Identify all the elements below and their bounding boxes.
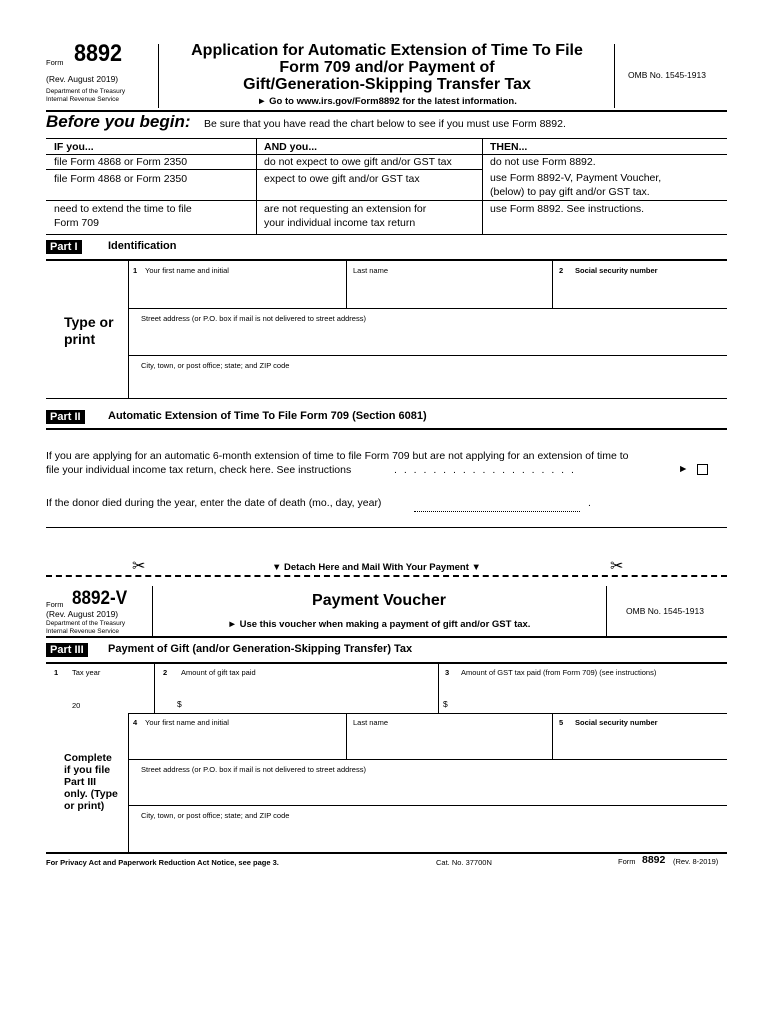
voucher-ssn-field[interactable] <box>553 714 727 758</box>
gst-tax-paid-field[interactable] <box>439 663 727 713</box>
tax-year-field[interactable] <box>46 663 154 713</box>
voucher-department-name: Department of the Treasury <box>46 620 126 627</box>
field-5-number: 5 <box>559 718 564 727</box>
revision-date: (Rev. August 2019) <box>46 74 119 84</box>
chart-bottom-rule <box>46 234 727 235</box>
footer-revision: (Rev. 8-2019) <box>673 857 719 866</box>
part-iii-label: Part III <box>46 643 88 657</box>
first-name-field[interactable] <box>129 261 345 308</box>
form-word: Form <box>46 58 64 67</box>
part-ii-title: Automatic Extension of Time To File Form 709 (Section 6081) <box>108 410 427 422</box>
form-number: 8892 <box>74 40 123 67</box>
part-iii-title: Payment of Gift (and/or Generation-Skipping Transfer) Tax <box>108 643 413 655</box>
part-ii-label: Part II <box>46 410 85 424</box>
chart-col-divider-1 <box>256 138 257 234</box>
header-divider-left <box>158 44 159 108</box>
privacy-act-notice: For Privacy Act and Paperwork Reduction Act Notice, see page 3. <box>46 858 279 867</box>
identification-bottom-rule <box>46 398 727 399</box>
gift-tax-dollar-sign: $ <box>177 699 182 709</box>
ssn-label: Social security number <box>575 266 658 275</box>
last-name-label: Last name <box>353 266 389 275</box>
donor-death-period: . <box>588 497 591 509</box>
arrow-icon: ► <box>678 463 689 475</box>
field-3-number: 3 <box>445 668 450 677</box>
detach-instruction: ▼ Detach Here and Mail With Your Payment ▼ <box>272 562 481 573</box>
voucher-divider-right <box>606 586 607 636</box>
title-line-3: Gift/Generation-Skipping Transfer Tax <box>243 76 531 93</box>
gift-tax-paid-label: Amount of gift tax paid <box>181 668 256 677</box>
chart-row1-if: file Form 4868 or Form 2350 <box>54 156 188 168</box>
part-ii-bottom-rule <box>46 527 727 528</box>
chart-row1-rule <box>46 169 482 170</box>
street-address-field[interactable] <box>129 309 727 355</box>
voucher-form-word: Form <box>46 600 64 609</box>
website-text: Go to www.irs.gov/Form8892 for the latest information. <box>269 96 517 107</box>
field-1-number: 1 <box>133 266 138 275</box>
chart-col-divider-2 <box>482 138 483 234</box>
extension-text-line1: If you are applying for an automatic 6-month extension of time to file Form 709 but are not applying for an extension of time to <box>46 450 629 462</box>
form-title <box>162 42 612 93</box>
voucher-city-state-zip-field[interactable] <box>129 806 727 852</box>
tax-year-label: Tax year <box>72 668 101 677</box>
catalog-number: Cat. No. 37700N <box>436 858 492 867</box>
voucher-street-address-label: Street address (or P.O. box if mail is not delivered to street address) <box>141 765 366 774</box>
voucher-form-number: 8892-V <box>72 588 128 609</box>
field-2-number: 2 <box>559 266 564 275</box>
voucher-omb-number: OMB No. 1545-1913 <box>626 606 704 616</box>
voucher-first-name-field[interactable] <box>129 714 345 758</box>
voucher-last-name-field[interactable] <box>347 714 551 758</box>
chart-header-and: AND you... <box>264 141 318 153</box>
scissors-icon: ✂ <box>610 558 624 575</box>
title-line-1: Application for Automatic Extension of Time To File <box>191 42 583 59</box>
ssn-field[interactable] <box>553 261 727 308</box>
omb-number: OMB No. 1545-1913 <box>628 70 706 80</box>
extension-leader-dots: . . . . . . . . . . . . . . . . . . . <box>394 464 576 476</box>
part-ii-top-rule <box>46 428 727 430</box>
part-i-title: Identification <box>108 240 177 252</box>
extension-checkbox[interactable] <box>697 464 708 475</box>
footer-form-word: Form <box>618 857 636 866</box>
voucher-last-name-label: Last name <box>353 718 389 727</box>
chart-row3-and: are not requesting an extension for your individual income tax return <box>264 203 427 229</box>
voucher-divider-left <box>152 586 153 636</box>
last-name-field[interactable] <box>347 261 551 308</box>
detach-cut-line <box>46 575 727 577</box>
gift-tax-paid-field[interactable] <box>155 663 437 713</box>
voucher-city-state-zip-label: City, town, or post office; state; and ZIP code <box>141 811 290 820</box>
tax-year-prefix: 20 <box>72 701 81 710</box>
complete-if-part-iii-label: Complete if you file Part III only. (Type or print) <box>64 752 118 812</box>
arrow-icon: ► <box>257 96 267 107</box>
chart-row2-if: file Form 4868 or Form 2350 <box>54 173 188 185</box>
department-name: Department of the Treasury <box>46 88 126 95</box>
gst-tax-dollar-sign: $ <box>443 699 448 709</box>
voucher-ssn-label: Social security number <box>575 718 658 727</box>
chart-top-rule <box>46 138 727 139</box>
voucher-title: Payment Voucher <box>312 592 446 609</box>
chart-row2-then: use Form 8892-V, Payment Voucher, (below) to pay gift and/or GST tax. <box>490 172 662 198</box>
chart-row3-if: need to extend the time to file Form 709 <box>54 203 192 229</box>
voucher-first-name-label: Your first name and initial <box>145 718 229 727</box>
part-iii-bottom-rule <box>46 852 727 854</box>
voucher-agency-name: Internal Revenue Service <box>46 628 119 635</box>
title-line-2: Form 709 and/or Payment of <box>279 59 495 76</box>
street-address-label: Street address (or P.O. box if mail is not delivered to street address) <box>141 314 366 323</box>
voucher-use-instruction: ► Use this voucher when making a payment of gift and/or GST tax. <box>227 619 531 630</box>
footer-form-number: 8892 <box>642 854 666 866</box>
voucher-street-address-field[interactable] <box>129 760 727 805</box>
city-state-zip-label: City, town, or post office; state; and ZIP code <box>141 361 290 370</box>
chart-row2-rule <box>46 200 727 201</box>
part-i-label: Part I <box>46 240 82 254</box>
field-4-number: 4 <box>133 718 138 727</box>
voucher-header-bottom-rule <box>46 636 727 638</box>
city-state-zip-field[interactable] <box>129 356 727 398</box>
type-or-print-label: Type or print <box>64 314 114 347</box>
website-instruction <box>162 96 612 107</box>
header-divider-right <box>614 44 615 108</box>
field-2-number: 2 <box>163 668 168 677</box>
agency-name: Internal Revenue Service <box>46 96 119 103</box>
gst-tax-paid-label: Amount of GST tax paid (from Form 709) (see instructions) <box>461 668 657 677</box>
chart-row1-then: do not use Form 8892. <box>490 156 596 168</box>
before-you-begin-text: Be sure that you have read the chart below to see if you must use Form 8892. <box>204 118 566 130</box>
voucher-revision-date: (Rev. August 2019) <box>46 609 119 619</box>
chart-header-then: THEN... <box>490 141 528 153</box>
chart-header-if: IF you... <box>54 141 94 153</box>
chart-row3-then: use Form 8892. See instructions. <box>490 203 645 215</box>
chart-row1-and: do not expect to owe gift and/or GST tax <box>264 156 452 168</box>
chart-row2-and: expect to owe gift and/or GST tax <box>264 173 420 185</box>
date-of-death-field[interactable] <box>414 511 580 512</box>
scissors-icon: ✂ <box>132 558 146 575</box>
before-you-begin-heading: Before you begin: <box>46 112 191 131</box>
first-name-label: Your first name and initial <box>145 266 229 275</box>
extension-text-line2: file your individual income tax return, check here. See instructions <box>46 464 352 476</box>
field-1-number: 1 <box>54 668 59 677</box>
donor-death-label: If the donor died during the year, enter the date of death (mo., day, year) <box>46 497 382 509</box>
